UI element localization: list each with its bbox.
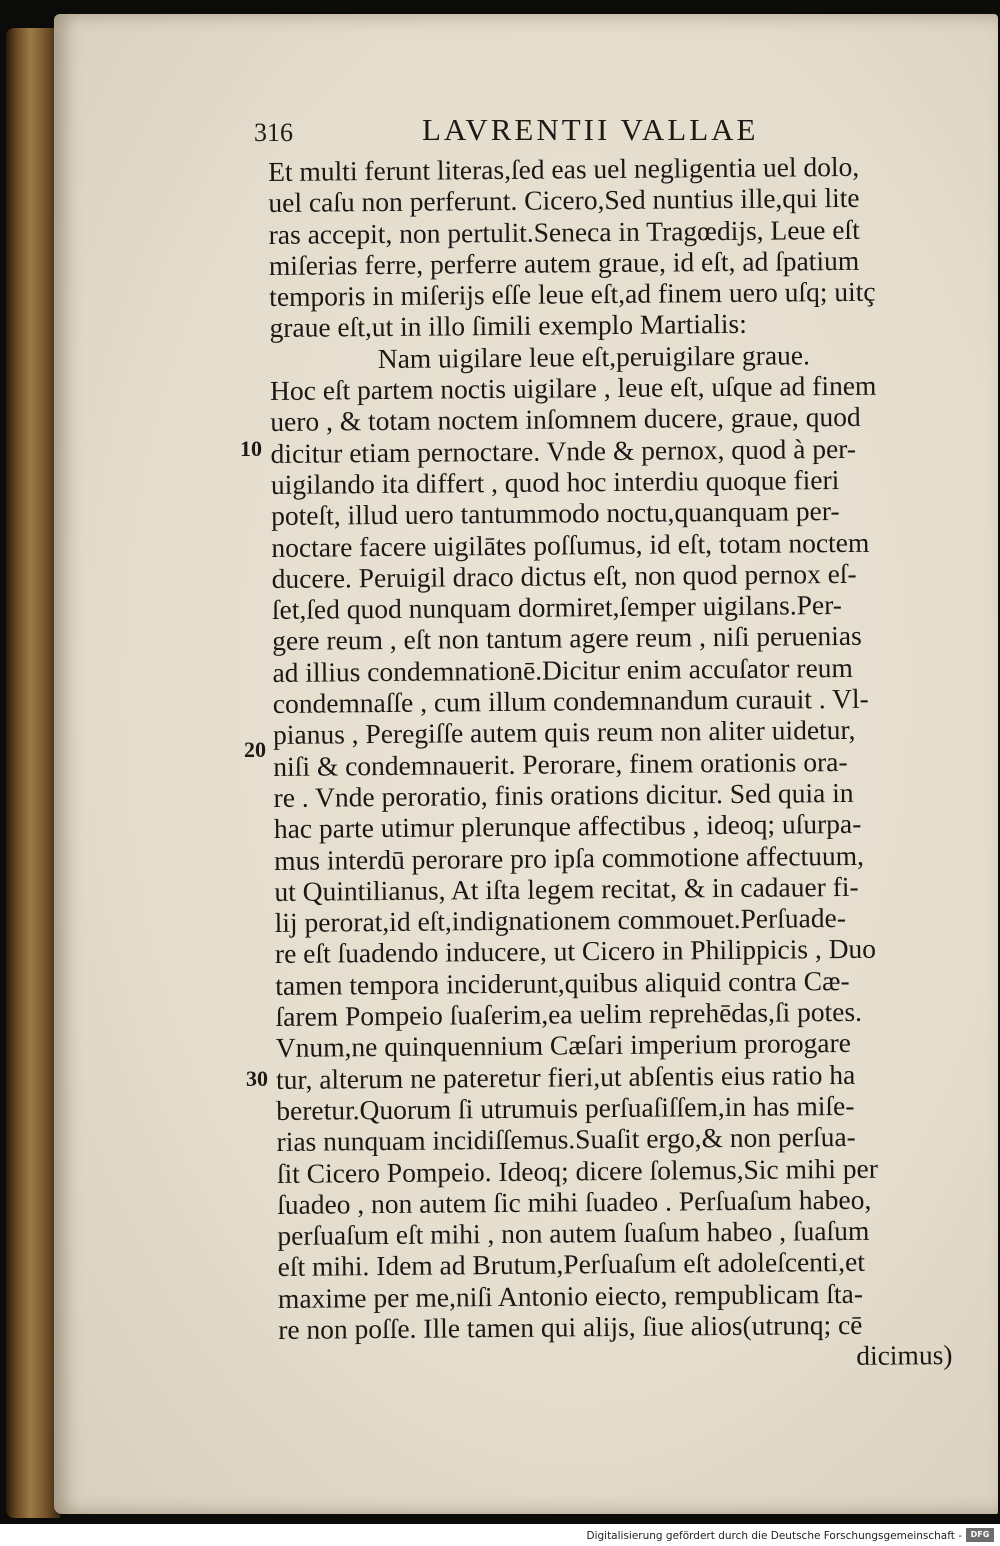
- text-line: noctare facere uigilātes poſſumus, id eſt, totam noctem: [271, 526, 870, 563]
- body-text: [268, 150, 959, 1376]
- text-line: ſet,ſed quod nunquam dormiret,ſemper uigilans.Per-: [271, 589, 843, 626]
- text-line: rias nunquam incidiſſemus.Suaſit ergo,& non perſua-: [276, 1121, 856, 1158]
- dfg-logo: DFG: [966, 1528, 994, 1542]
- text-line: maxime per me,niſi Antonio eiecto, rempublicam ſta-: [277, 1277, 864, 1314]
- text-line: re eſt ſuadendo inducere, ut Cicero in Philippicis , Duo: [274, 933, 877, 970]
- margin-line-number: 10: [240, 436, 262, 461]
- text-line: ut Quintilianus, At iſta legem recitat, & in cadauer fi-: [274, 870, 859, 907]
- verse-quotation: Nam uigilare leue eſt,peruigilare graue.: [377, 339, 811, 374]
- book-spine-edge: [6, 28, 60, 1518]
- funding-credit: Digitalisierung gefördert durch die Deutsche Forschungsgemeinschaft -: [586, 1530, 962, 1542]
- text-line: beretur.Quorum ſi utrumuis perſuaſiſſem,in has miſe-: [276, 1089, 855, 1126]
- text-line: uel caſu non perferunt. Cicero,Sed nuntius ille,qui lite: [268, 182, 860, 219]
- text-line: tamen tempora inciderunt,quibus aliquid contra Cæ-: [275, 964, 850, 1001]
- catchword: dicimus): [856, 1339, 953, 1372]
- text-line: tur, alterum ne pateretur fieri,ut abſentis eius ratio ha: [275, 1058, 856, 1095]
- text-line: re . Vnde peroratio, finis orations dicitur. Sed quia in: [273, 776, 854, 813]
- text-line: hac parte utimur plerunque affectibus , ideoq; uſurpa-: [273, 808, 862, 845]
- footer-bar: [0, 1524, 1000, 1546]
- text-line: uero , & totam noctem inſomnem ducere, graue, quod: [270, 401, 861, 438]
- page-number: 316: [254, 118, 293, 147]
- text-line: perſuaſum eſt mihi , non autem ſuaſum habeo , ſuaſum: [277, 1214, 870, 1252]
- margin-line-number: 30: [246, 1066, 268, 1091]
- text-line: ducere. Peruigil draco dictus eſt, non quod pernox eſ-: [271, 557, 857, 594]
- text-line: lij perorat,id eſt,indignationem commouet.Perſuade-: [274, 902, 847, 939]
- text-line: mus interdū perorare pro ipſa commotione affectuum,: [274, 839, 865, 876]
- text-line: re non poſſe. Ille tamen qui alijs, ſiue alios(utrunq; cē: [278, 1308, 863, 1345]
- text-line: gere reum , eſt non tantum agere reum , niſi peruenias: [272, 620, 862, 657]
- text-line: niſi & condemnauerit. Perorare, finem orationis ora-: [273, 745, 848, 782]
- text-line: poteſt, illud uero tantummodo noctu,quanquam per-: [271, 495, 840, 532]
- text-line: Hoc eſt partem noctis uigilare , leue eſt, uſque ad finem: [269, 369, 877, 407]
- text-line: dicitur etiam pernoctare. Vnde & pernox, quod à per-: [270, 432, 857, 469]
- text-line: ad illius condemnationē.Dicitur enim accuſator reum: [272, 651, 853, 688]
- text-line: Vnum,ne quinquennium Cæſari imperium prorogare: [275, 1027, 852, 1064]
- text-line: graue eſt,ut in illo ſimili exemplo Martialis:: [269, 308, 747, 344]
- margin-line-number: 20: [244, 737, 266, 762]
- running-head: LAVRENTII VALLAE: [422, 112, 759, 147]
- page-header: [254, 112, 814, 152]
- text-line: uigilando ita differt , quod hoc interdiu quoque fieri: [270, 463, 840, 500]
- text-line: ras accepit, non pertulit.Seneca in Tragœdijs, Leue eſt: [268, 213, 860, 250]
- text-line: ſarem Pompeio ſuaſerim,ea uelim reprehēdas,ſi potes.: [275, 995, 863, 1032]
- text-line: ſit Cicero Pompeio. Ideoq; dicere ſolemus,Sic mihi per: [276, 1152, 879, 1189]
- text-line: Et multi ferunt literas,ſed eas uel negligentia uel dolo,: [268, 150, 860, 187]
- text-line: temporis in miſerijs eſſe leue eſt,ad finem uero uſq; uitç: [269, 275, 876, 313]
- text-line: pianus , Peregiſſe autem quis reum non aliter uidetur,: [272, 714, 856, 751]
- text-line: eſt mihi. Idem ad Brutum,Perſuaſum eſt adoleſcenti,et: [277, 1246, 866, 1283]
- text-line: condemnaſſe , cum illum condemnandum curauit . Vl-: [272, 682, 869, 720]
- text-line: ſuadeo , non autem ſic mihi ſuadeo . Perſuaſum habeo,: [277, 1183, 872, 1220]
- text-line: miſerias ferre, perferre autem graue, id eſt, ad ſpatium: [268, 244, 860, 281]
